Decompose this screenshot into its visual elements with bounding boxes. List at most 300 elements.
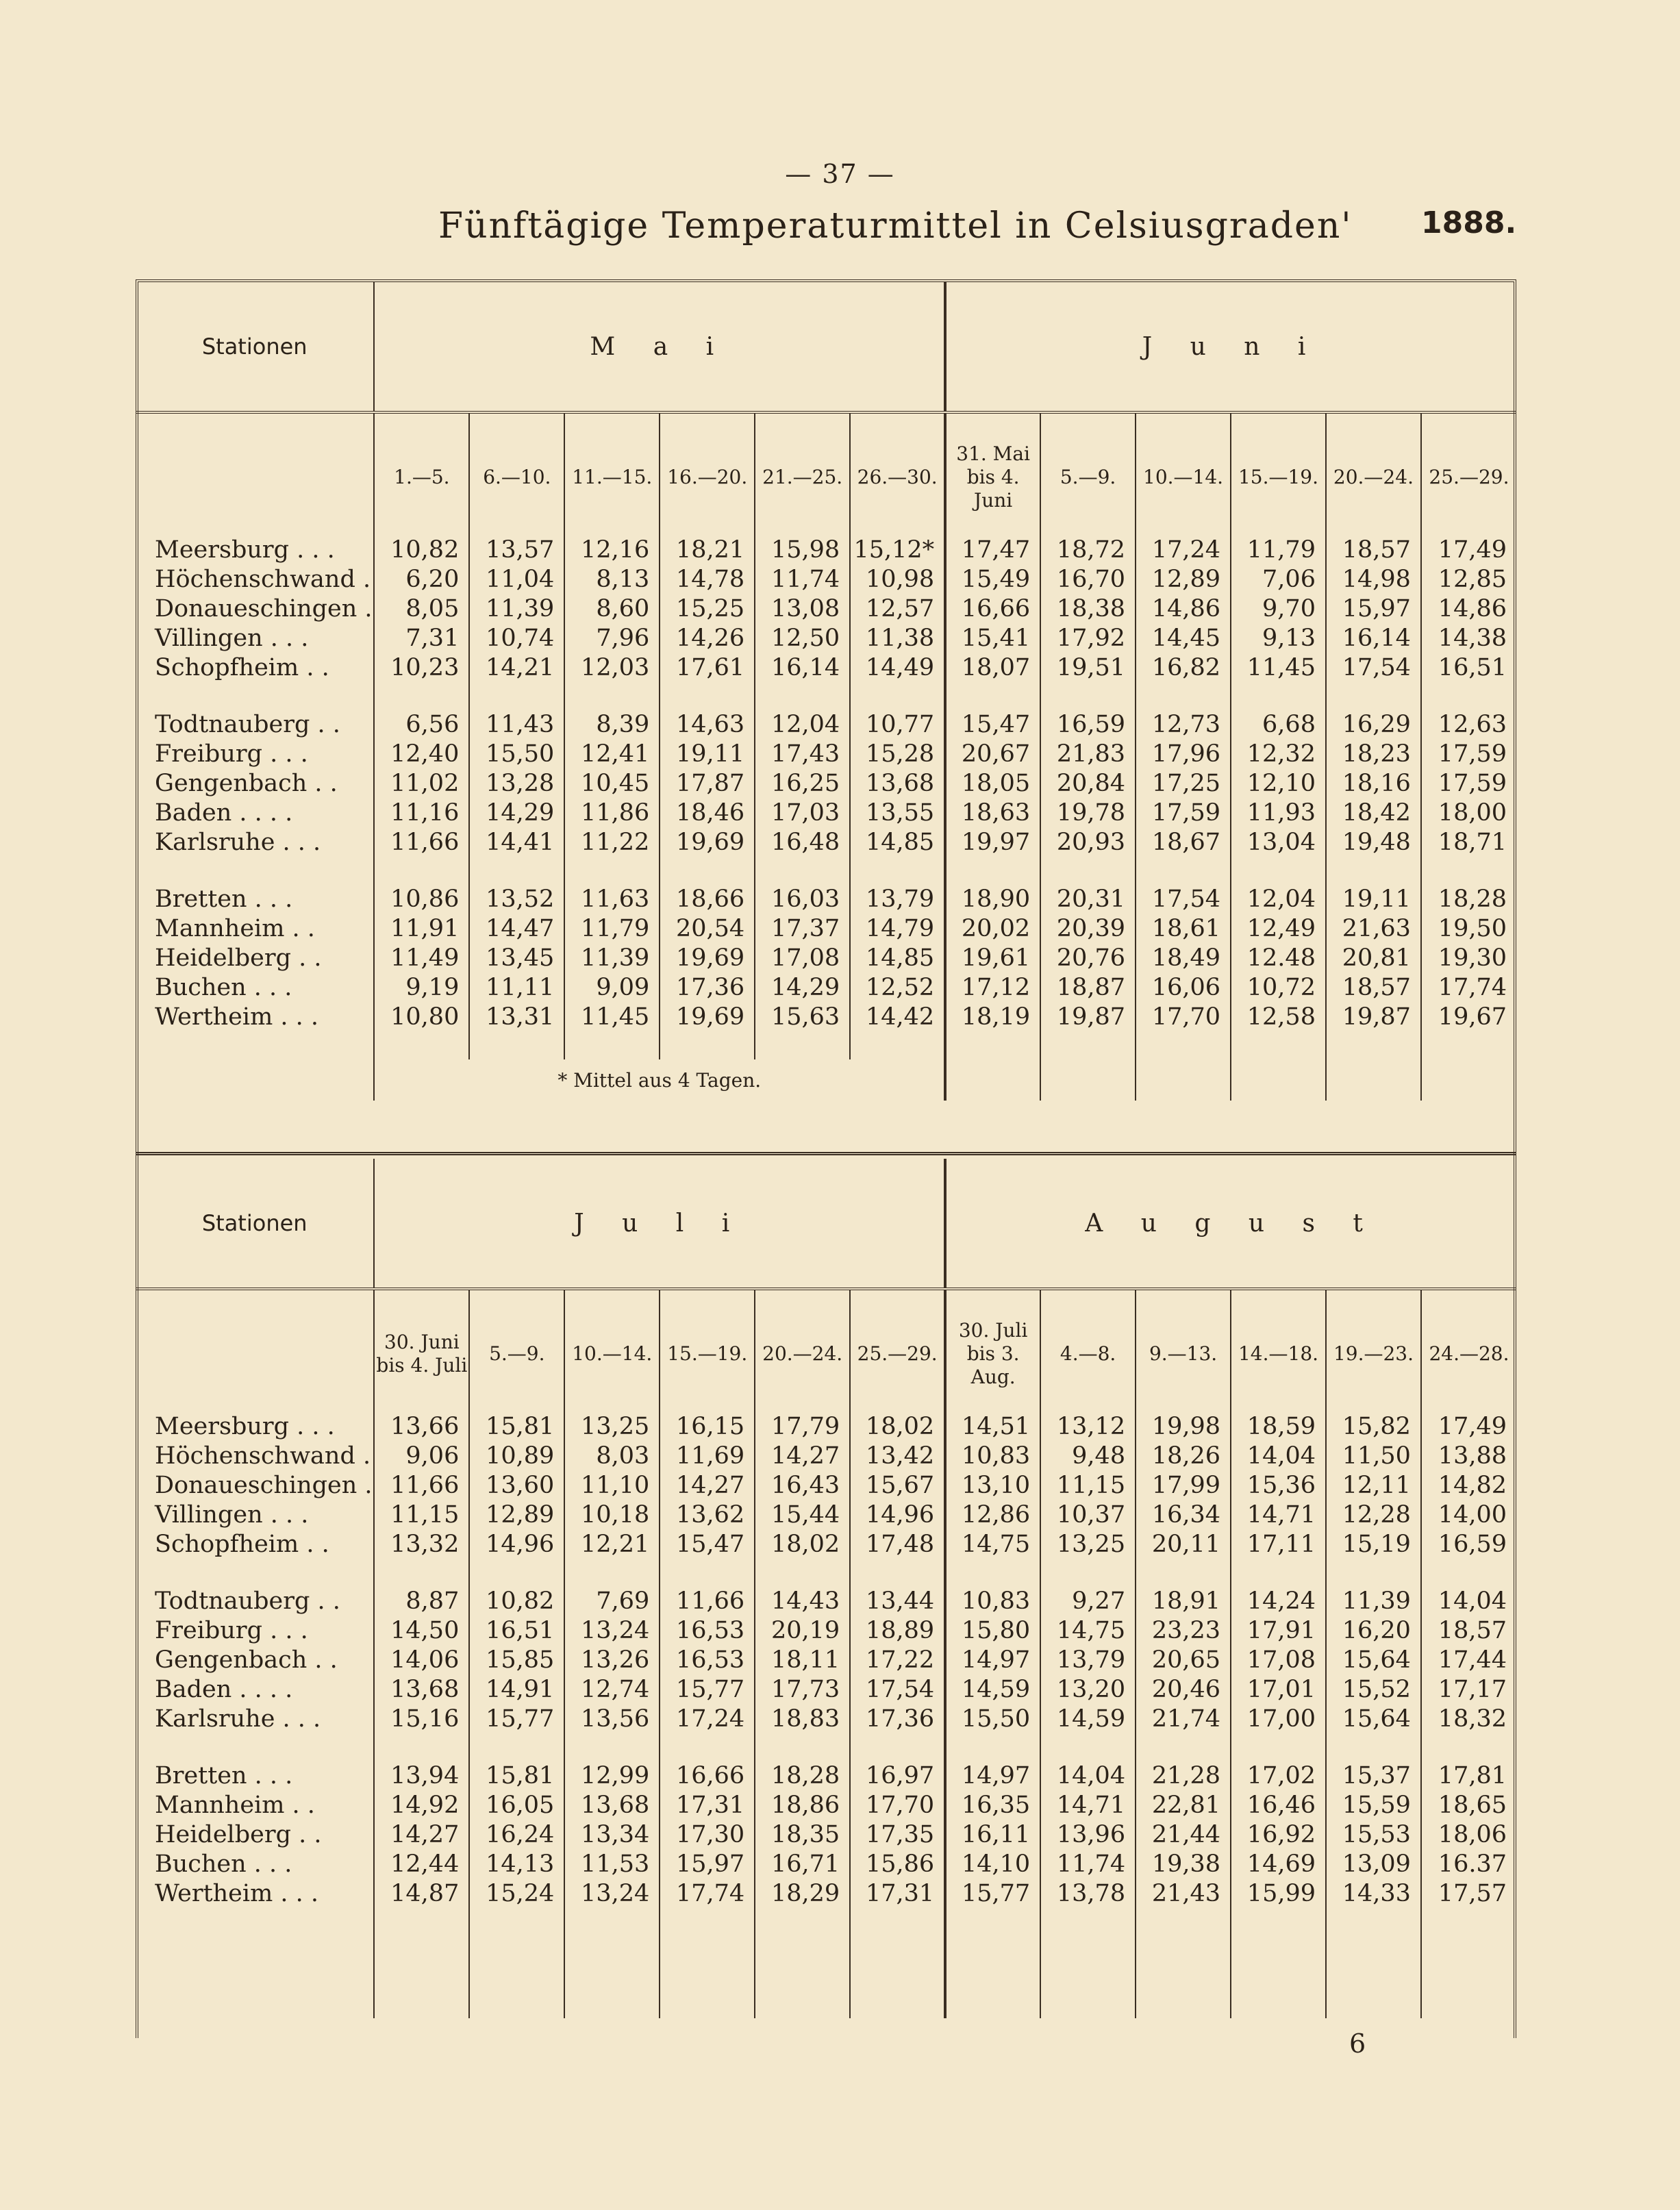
temperature-cell: 13,12: [1040, 1412, 1136, 1442]
temperature-cell: 11,45: [1231, 653, 1326, 683]
temperature-cell: 9,70: [1231, 594, 1326, 624]
month-header: M a i: [374, 282, 945, 412]
table-row: [136, 1471, 1516, 1500]
station-name: Schopfheim . .: [155, 654, 329, 681]
temperature-cell: 13,56: [564, 1705, 660, 1734]
temperature-cell: 8,87: [374, 1587, 469, 1616]
period-header: 19.—23.: [1326, 1296, 1421, 1412]
temperature-cell: 14,78: [660, 565, 755, 594]
temperature-cell: 19,87: [1040, 1003, 1136, 1032]
temperature-cell: 15,77: [660, 1675, 755, 1705]
temperature-cell: 11,02: [374, 769, 469, 799]
temperature-cell: 14,29: [755, 973, 850, 1003]
temperature-cell: 13,55: [850, 799, 945, 828]
temperature-cell: 16,20: [1326, 1616, 1421, 1646]
temperature-cell: 14,87: [374, 1879, 469, 1909]
temperature-cell: 14,97: [945, 1761, 1040, 1791]
table-row: [136, 1500, 1516, 1530]
temperature-cell: 18,86: [755, 1791, 850, 1820]
temperature-cell: 17,08: [755, 944, 850, 973]
temperature-cell: 13,60: [469, 1471, 564, 1500]
temperature-cell: 17,24: [660, 1705, 755, 1734]
temperature-cell: 17,24: [1136, 536, 1231, 565]
temperature-cell: 11,86: [564, 799, 660, 828]
temperature-cell: 19,67: [1421, 1003, 1516, 1032]
temperature-cell: 18,57: [1421, 1616, 1516, 1646]
station-name: Donaueschingen .: [155, 595, 373, 623]
temperature-cell: 15,59: [1326, 1791, 1421, 1820]
temperature-cell: 13,45: [469, 944, 564, 973]
temperature-cell: 18,28: [1421, 885, 1516, 914]
temperature-cell: 15,24: [469, 1879, 564, 1909]
temperature-cell: 16,97: [850, 1761, 945, 1791]
temperature-cell: 23,23: [1136, 1616, 1231, 1646]
temperature-cell: 13,68: [374, 1675, 469, 1705]
temperature-cell: 13,52: [469, 885, 564, 914]
station-name: Meersburg . . .: [155, 536, 335, 564]
temperature-cell: 16,06: [1136, 973, 1231, 1003]
temperature-cell: 17,74: [1421, 973, 1516, 1003]
temperature-cell: 17,91: [1231, 1616, 1326, 1646]
temperature-cell: 14,29: [469, 799, 564, 828]
temperature-cell: 11,15: [1040, 1471, 1136, 1500]
table-row: [136, 624, 1516, 653]
temperature-cell: 17,59: [1421, 769, 1516, 799]
temperature-cell: 20,39: [1040, 914, 1136, 944]
temperature-cell: 13,68: [850, 769, 945, 799]
temperature-cell: 14,21: [469, 653, 564, 683]
sheet-number: 6: [1349, 2029, 1366, 2059]
page-number: — 37 —: [785, 159, 895, 189]
temperature-cell: 21,43: [1136, 1879, 1231, 1909]
temperature-cell: 18,19: [945, 1003, 1040, 1032]
temperature-cell: 13,10: [945, 1471, 1040, 1500]
temperature-cell: 14,97: [945, 1646, 1040, 1675]
temperature-cell: 16,03: [755, 885, 850, 914]
temperature-cell: 18,35: [755, 1820, 850, 1850]
table-row: [136, 1003, 1516, 1032]
temperature-cell: 15,67: [850, 1471, 945, 1500]
temperature-cell: 11,74: [1040, 1850, 1136, 1879]
temperature-cell: 16,15: [660, 1412, 755, 1442]
temperature-cell: 17,36: [850, 1705, 945, 1734]
temperature-cell: 18,07: [945, 653, 1040, 683]
temperature-cell: 16,59: [1040, 710, 1136, 740]
table-row: [136, 1791, 1516, 1820]
temperature-cell: 15,52: [1326, 1675, 1421, 1705]
block-separator: [136, 1152, 1516, 1155]
table-row: [136, 799, 1516, 828]
station-name: Heidelberg . .: [155, 944, 322, 972]
temperature-cell: 18,28: [755, 1761, 850, 1791]
temperature-cell: 14,33: [1326, 1879, 1421, 1909]
temperature-cell: 14,63: [660, 710, 755, 740]
temperature-cell: 17,54: [850, 1675, 945, 1705]
temperature-cell: 11,22: [564, 828, 660, 857]
period-header: 11.—15.: [564, 419, 660, 536]
temperature-cell: 12,58: [1231, 1003, 1326, 1032]
temperature-cell: 10,82: [374, 536, 469, 565]
station-name: Bretten . . .: [155, 1762, 293, 1790]
station-name: Buchen . . .: [155, 1850, 292, 1878]
temperature-cell: 11,79: [564, 914, 660, 944]
temperature-cell: 22,81: [1136, 1791, 1231, 1820]
temperature-cell: 15,64: [1326, 1646, 1421, 1675]
period-header: 5.—9.: [1040, 419, 1136, 536]
temperature-cell: 21,28: [1136, 1761, 1231, 1791]
temperature-cell: 12,28: [1326, 1500, 1421, 1530]
temperature-cell: 13,20: [1040, 1675, 1136, 1705]
temperature-cell: 10,18: [564, 1500, 660, 1530]
temperature-cell: 13,25: [564, 1412, 660, 1442]
temperature-cell: 13,42: [850, 1442, 945, 1471]
temperature-cell: 14,00: [1421, 1500, 1516, 1530]
temperature-cell: 16,25: [755, 769, 850, 799]
temperature-cell: 15,97: [1326, 594, 1421, 624]
temperature-cell: 16,53: [660, 1646, 755, 1675]
temperature-cell: 16,53: [660, 1616, 755, 1646]
temperature-cell: 14,85: [850, 944, 945, 973]
temperature-cell: 17,81: [1421, 1761, 1516, 1791]
station-name: Karlsruhe . . .: [155, 1705, 321, 1733]
station-name: Mannheim . .: [155, 915, 315, 942]
period-header: 6.—10.: [469, 419, 564, 536]
temperature-cell: 15,81: [469, 1412, 564, 1442]
station-name: Höchenschwand .: [155, 566, 371, 593]
temperature-cell: 15,36: [1231, 1471, 1326, 1500]
temperature-cell: 17,44: [1421, 1646, 1516, 1675]
temperature-cell: 16,59: [1421, 1530, 1516, 1559]
table-row: [136, 1442, 1516, 1471]
temperature-cell: 13,32: [374, 1530, 469, 1559]
month-header: J u n i: [945, 282, 1516, 412]
temperature-cell: 10,74: [469, 624, 564, 653]
table-row: [136, 828, 1516, 857]
temperature-cell: 20,65: [1136, 1646, 1231, 1675]
temperature-cell: 10,23: [374, 653, 469, 683]
temperature-cell: 14,04: [1421, 1587, 1516, 1616]
temperature-cell: 14,43: [755, 1587, 850, 1616]
temperature-cell: 18,06: [1421, 1820, 1516, 1850]
temperature-cell: 12,50: [755, 624, 850, 653]
temperature-cell: 6,20: [374, 565, 469, 594]
temperature-cell: 20,84: [1040, 769, 1136, 799]
temperature-cell: 16,14: [1326, 624, 1421, 653]
temperature-cell: 18,11: [755, 1646, 850, 1675]
temperature-cell: 13,26: [564, 1646, 660, 1675]
temperature-cell: 10,72: [1231, 973, 1326, 1003]
temperature-cell: 13,24: [564, 1616, 660, 1646]
temperature-cell: 17,70: [1136, 1003, 1231, 1032]
table-row: [136, 1587, 1516, 1616]
temperature-cell: 15,64: [1326, 1705, 1421, 1734]
temperature-cell: 12,99: [564, 1761, 660, 1791]
temperature-cell: 12,49: [1231, 914, 1326, 944]
temperature-cell: 18,59: [1231, 1412, 1326, 1442]
temperature-cell: 12,44: [374, 1850, 469, 1879]
temperature-cell: 15,12*: [850, 536, 945, 565]
temperature-cell: 13,08: [755, 594, 850, 624]
temperature-cell: 16,35: [945, 1791, 1040, 1820]
temperature-cell: 12,16: [564, 536, 660, 565]
temperature-cell: 18,71: [1421, 828, 1516, 857]
temperature-cell: 12,63: [1421, 710, 1516, 740]
temperature-cell: 18,02: [850, 1412, 945, 1442]
temperature-cell: 10,86: [374, 885, 469, 914]
table-row: [136, 740, 1516, 769]
table-row: [136, 1820, 1516, 1850]
temperature-cell: 18,05: [945, 769, 1040, 799]
temperature-cell: 14,27: [755, 1442, 850, 1471]
temperature-cell: 18,29: [755, 1879, 850, 1909]
temperature-cell: 14,51: [945, 1412, 1040, 1442]
temperature-cell: 18,90: [945, 885, 1040, 914]
station-name: Heidelberg . .: [155, 1821, 322, 1848]
temperature-cell: 17,31: [850, 1879, 945, 1909]
temperature-table: [136, 282, 1516, 1101]
station-name: Gengenbach . .: [155, 1646, 338, 1674]
temperature-cell: 9,09: [564, 973, 660, 1003]
temperature-cell: 6,68: [1231, 710, 1326, 740]
temperature-cell: 18,00: [1421, 799, 1516, 828]
temperature-cell: 12,74: [564, 1675, 660, 1705]
temperature-cell: 13,25: [1040, 1530, 1136, 1559]
temperature-cell: 19,87: [1326, 1003, 1421, 1032]
temperature-cell: 21,83: [1040, 740, 1136, 769]
period-header: 4.—8.: [1040, 1296, 1136, 1412]
temperature-cell: 14,86: [1421, 594, 1516, 624]
period-header: 25.—29.: [850, 1296, 945, 1412]
temperature-cell: 14,27: [374, 1820, 469, 1850]
temperature-table: [136, 1159, 1516, 2018]
temperature-cell: 19,97: [945, 828, 1040, 857]
temperature-cell: 14,85: [850, 828, 945, 857]
temperature-cell: 16,51: [469, 1616, 564, 1646]
temperature-cell: 11,93: [1231, 799, 1326, 828]
temperature-cell: 11,49: [374, 944, 469, 973]
temperature-cell: 17,11: [1231, 1530, 1326, 1559]
temperature-cell: 13,96: [1040, 1820, 1136, 1850]
temperature-cell: 16,66: [945, 594, 1040, 624]
temperature-cell: 15,99: [1231, 1879, 1326, 1909]
period-header: 10.—14.: [564, 1296, 660, 1412]
temperature-cell: 21,63: [1326, 914, 1421, 944]
temperature-cell: 17,54: [1136, 885, 1231, 914]
temperature-cell: 18,57: [1326, 973, 1421, 1003]
month-header: A u g u s t: [945, 1159, 1516, 1289]
station-name: Baden . . . .: [155, 799, 293, 827]
temperature-cell: 19,61: [945, 944, 1040, 973]
temperature-cell: 17,02: [1231, 1761, 1326, 1791]
temperature-cell: 13,57: [469, 536, 564, 565]
period-header: 16.—20.: [660, 419, 755, 536]
temperature-cell: 18,42: [1326, 799, 1421, 828]
temperature-cell: 19,69: [660, 1003, 755, 1032]
temperature-cell: 17,74: [660, 1879, 755, 1909]
temperature-cell: 17,48: [850, 1530, 945, 1559]
temperature-cell: 17,70: [850, 1791, 945, 1820]
temperature-cell: 13,78: [1040, 1879, 1136, 1909]
temperature-cell: 12.48: [1231, 944, 1326, 973]
table-row: [136, 944, 1516, 973]
temperature-cell: 11,39: [564, 944, 660, 973]
temperature-cell: 12,41: [564, 740, 660, 769]
temperature-cell: 17,22: [850, 1646, 945, 1675]
station-name: Wertheim . . .: [155, 1003, 319, 1031]
temperature-cell: 17,30: [660, 1820, 755, 1850]
temperature-cell: 16,29: [1326, 710, 1421, 740]
temperature-cell: 19,69: [660, 944, 755, 973]
temperature-cell: 16,51: [1421, 653, 1516, 683]
period-header: 26.—30.: [850, 419, 945, 536]
temperature-cell: 19,98: [1136, 1412, 1231, 1442]
temperature-cell: 14,04: [1231, 1442, 1326, 1471]
temperature-cell: 21,74: [1136, 1705, 1231, 1734]
temperature-cell: 11,63: [564, 885, 660, 914]
temperature-cell: 21,44: [1136, 1820, 1231, 1850]
station-name: Todtnauberg . .: [155, 711, 340, 738]
period-header: 1.—5.: [374, 419, 469, 536]
temperature-cell: 9,13: [1231, 624, 1326, 653]
temperature-cell: 13,94: [374, 1761, 469, 1791]
temperature-cell: 20,19: [755, 1616, 850, 1646]
temperature-cell: 13,24: [564, 1879, 660, 1909]
temperature-cell: 17,36: [660, 973, 755, 1003]
temperature-cell: 19,38: [1136, 1850, 1231, 1879]
station-name: Buchen . . .: [155, 974, 292, 1001]
temperature-cell: 14,69: [1231, 1850, 1326, 1879]
temperature-cell: 14,24: [1231, 1587, 1326, 1616]
temperature-cell: 12,73: [1136, 710, 1231, 740]
temperature-cell: 17,08: [1231, 1646, 1326, 1675]
footnote: * Mittel aus 4 Tagen.: [374, 1059, 945, 1101]
temperature-cell: 15,53: [1326, 1820, 1421, 1850]
temperature-cell: 9,19: [374, 973, 469, 1003]
table-row: [136, 973, 1516, 1003]
temperature-cell: 19,78: [1040, 799, 1136, 828]
temperature-cell: 15,25: [660, 594, 755, 624]
temperature-cell: 20,31: [1040, 885, 1136, 914]
period-header: 20.—24.: [755, 1296, 850, 1412]
temperature-cell: 8,03: [564, 1442, 660, 1471]
temperature-cell: 11,66: [374, 828, 469, 857]
temperature-cell: 14,92: [374, 1791, 469, 1820]
temperature-cell: 10,83: [945, 1442, 1040, 1471]
temperature-cell: 12,89: [469, 1500, 564, 1530]
temperature-cell: 14,38: [1421, 624, 1516, 653]
temperature-cell: 18,16: [1326, 769, 1421, 799]
temperature-cell: 15,49: [945, 565, 1040, 594]
temperature-cell: 16,48: [755, 828, 850, 857]
temperature-cell: 17,54: [1326, 653, 1421, 683]
temperature-cell: 17,59: [1421, 740, 1516, 769]
temperature-cell: 8,39: [564, 710, 660, 740]
temperature-cell: 11,66: [660, 1587, 755, 1616]
temperature-cell: 12,57: [850, 594, 945, 624]
temperature-cell: 14,26: [660, 624, 755, 653]
temperature-cell: 18,38: [1040, 594, 1136, 624]
temperature-cell: 7,06: [1231, 565, 1326, 594]
temperature-cell: 14,10: [945, 1850, 1040, 1879]
temperature-cell: 15,41: [945, 624, 1040, 653]
temperature-cell: 17,96: [1136, 740, 1231, 769]
table-row: [136, 536, 1516, 565]
temperature-cell: 13,28: [469, 769, 564, 799]
temperature-cell: 19,11: [660, 740, 755, 769]
temperature-cell: 14,75: [1040, 1616, 1136, 1646]
temperature-cell: 18,32: [1421, 1705, 1516, 1734]
temperature-cell: 14,41: [469, 828, 564, 857]
temperature-cell: 11,74: [755, 565, 850, 594]
temperature-cell: 14,86: [1136, 594, 1231, 624]
table-row: [136, 885, 1516, 914]
temperature-cell: 17,61: [660, 653, 755, 683]
temperature-cell: 15,28: [850, 740, 945, 769]
temperature-cell: 12,85: [1421, 565, 1516, 594]
temperature-cell: 15,85: [469, 1646, 564, 1675]
station-name: Bretten . . .: [155, 886, 293, 913]
station-name: Villingen . . .: [155, 625, 309, 652]
temperature-cell: 15,63: [755, 1003, 850, 1032]
period-header: 5.—9.: [469, 1296, 564, 1412]
temperature-cell: 20,11: [1136, 1530, 1231, 1559]
station-name: Schopfheim . .: [155, 1531, 329, 1558]
temperature-cell: 15,86: [850, 1850, 945, 1879]
temperature-cell: 15,77: [469, 1705, 564, 1734]
table-row: [136, 1530, 1516, 1559]
table-row: [136, 1850, 1516, 1879]
temperature-cell: 19,69: [660, 828, 755, 857]
month-header: J u l i: [374, 1159, 945, 1289]
temperature-cell: 14,42: [850, 1003, 945, 1032]
temperature-cell: 13,66: [374, 1412, 469, 1442]
temperature-cell: 15,50: [469, 740, 564, 769]
temperature-cell: 17,87: [660, 769, 755, 799]
temperature-cell: 8,13: [564, 565, 660, 594]
station-name: Wertheim . . .: [155, 1880, 319, 1907]
period-header: 30. Juli bis 3. Aug.: [945, 1296, 1040, 1412]
temperature-cell: 18,89: [850, 1616, 945, 1646]
temperature-cell: 13,79: [1040, 1646, 1136, 1675]
page-title: Fünftägige Temperaturmittel in Celsiusgraden': [438, 205, 1353, 247]
temperature-cell: 14,75: [945, 1530, 1040, 1559]
temperature-cell: 12,40: [374, 740, 469, 769]
temperature-cell: 17,92: [1040, 624, 1136, 653]
temperature-cell: 18,02: [755, 1530, 850, 1559]
temperature-cell: 14,04: [1040, 1761, 1136, 1791]
temperature-cell: 16,92: [1231, 1820, 1326, 1850]
temperature-cell: 14,79: [850, 914, 945, 944]
temperature-cell: 17,57: [1421, 1879, 1516, 1909]
temperature-cell: 16.37: [1421, 1850, 1516, 1879]
temperature-cell: 16,14: [755, 653, 850, 683]
temperature-cell: 17,00: [1231, 1705, 1326, 1734]
temperature-cell: 16,24: [469, 1820, 564, 1850]
temperature-cell: 18,66: [660, 885, 755, 914]
temperature-cell: 12,03: [564, 653, 660, 683]
station-name: Baden . . . .: [155, 1676, 293, 1703]
temperature-cell: 11,53: [564, 1850, 660, 1879]
temperature-cell: 20,54: [660, 914, 755, 944]
temperature-cell: 16,70: [1040, 565, 1136, 594]
temperature-cell: 16,34: [1136, 1500, 1231, 1530]
temperature-cell: 18,61: [1136, 914, 1231, 944]
temperature-cell: 15,37: [1326, 1761, 1421, 1791]
temperature-cell: 14,50: [374, 1616, 469, 1646]
temperature-cell: 14,59: [945, 1675, 1040, 1705]
temperature-cell: 12,32: [1231, 740, 1326, 769]
temperature-cell: 13,62: [660, 1500, 755, 1530]
